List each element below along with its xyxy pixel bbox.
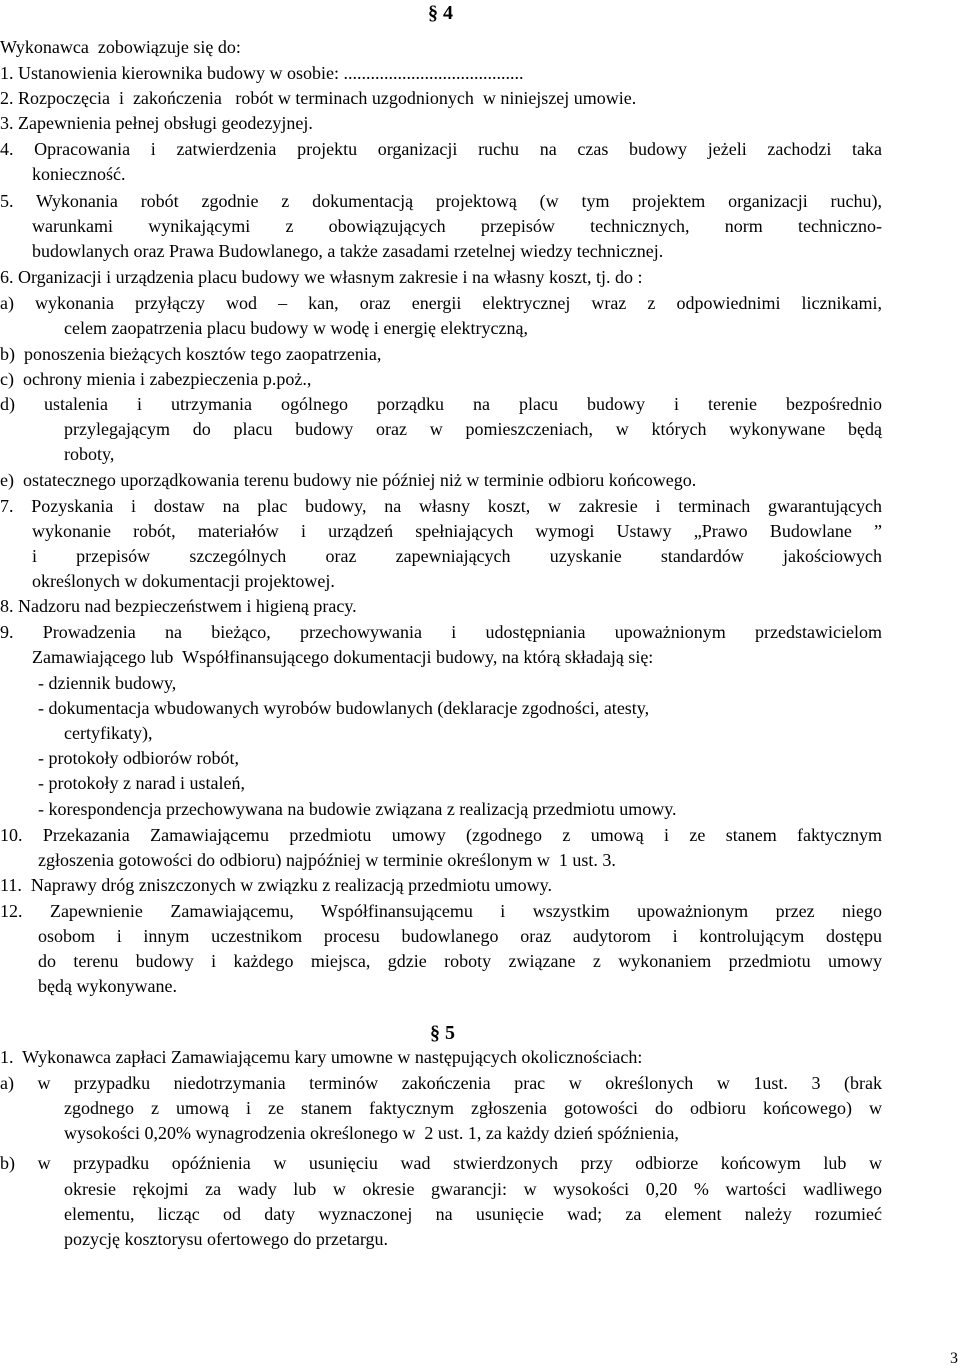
text-line: b) ponoszenia bieżących kosztów tego zaopatrzenia, (0, 344, 382, 364)
text-line: 1. Wykonawca zapłaci Zamawiającemu kary umowne w następujących okolicznościach: (0, 1047, 643, 1067)
text-line: elementu, licząc od daty wyznaczonej na usunięcie wad; za element należy rozumieć (64, 1204, 882, 1224)
text-line: - dokumentacja wbudowanych wyrobów budowlanych (deklaracje zgodności, atesty, (38, 698, 650, 718)
text-line: - protokoły z narad i ustaleń, (38, 773, 245, 793)
text-line: Wykonawca zobowiązuje się do: (0, 37, 241, 57)
text-line: określonych w dokumentacji projektowej. (32, 571, 335, 591)
text-line: wysokości 0,20% wynagrodzenia określonego w 2 ust. 1, za każdy dzień spóźnienia, (64, 1123, 679, 1143)
text-line: 9. Prowadzenia na bieżąco, przechowywania i udostępniania upoważnionym przedstawicielom (0, 622, 882, 642)
text-line: 11. Naprawy dróg zniszczonych w związku z realizacją przedmiotu umowy. (0, 875, 552, 895)
text-line: certyfikaty), (64, 723, 153, 743)
text-line: d) ustalenia i utrzymania ogólnego porządku na placu budowy i terenie bezpośrednio (0, 394, 882, 414)
text-line: i przepisów szczególnych oraz zapewniających uzyskanie standardów jakościowych (32, 546, 882, 566)
text-line: 1. Ustanowienia kierownika budowy w osobie: ........................................ (0, 63, 524, 83)
page-number: 3 (950, 1350, 958, 1367)
text-line: konieczność. (32, 164, 126, 184)
text-line: 5. Wykonania robót zgodnie z dokumentacją projektową (w tym projektem organizacji ruchu), (0, 191, 882, 211)
text-line: - protokoły odbiorów robót, (38, 748, 239, 768)
text-line: b) w przypadku opóźnienia w usunięciu wad stwierdzonych przy odbiorze końcowym lub w (0, 1153, 882, 1173)
text-line: przylegającym do placu budowy oraz w pomieszczeniach, w których wykonywane będą (64, 419, 882, 439)
text-line: zgłoszenia gotowości do odbioru) najpóźniej w terminie określonym w 1 ust. 3. (38, 850, 616, 870)
text-line: Zamawiającego lub Współfinansującego dokumentacji budowy, na którą składają się: (32, 647, 654, 667)
text-line: 10. Przekazania Zamawiającemu przedmiotu umowy (zgodnego z umową i ze stanem faktycznym (0, 825, 882, 845)
text-line: 3. Zapewnienia pełnej obsługi geodezyjnej. (0, 113, 313, 133)
section-heading-4: § 4 (428, 2, 453, 24)
text-line: okresie rękojmi za wady lub w okresie gwarancji: w wysokości 0,20 % wartości wadliwego (64, 1179, 882, 1199)
text-line: do terenu budowy i każdego miejsca, gdzie roboty związane z wykonaniem przedmiotu umowy (38, 951, 882, 971)
text-line: 12. Zapewnienie Zamawiającemu, Współfinansującemu i wszystkim upoważnionym przez niego (0, 901, 882, 921)
text-line: budowlanych oraz Prawa Budowlanego, a także zasadami rzetelnej wiedzy technicznej. (32, 241, 664, 261)
text-line: c) ochrony mienia i zabezpieczenia p.poż., (0, 369, 312, 389)
text-line: 7. Pozyskania i dostaw na plac budowy, na własny koszt, w zakresie i terminach gwarantujących (0, 496, 882, 516)
text-line: e) ostatecznego uporządkowania terenu budowy nie później niż w terminie odbioru końcowego. (0, 470, 697, 490)
text-line: - korespondencja przechowywana na budowie związana z realizacją przedmiotu umowy. (38, 799, 677, 819)
text-line: celem zaopatrzenia placu budowy w wodę i energię elektryczną, (64, 318, 528, 338)
text-line: - dziennik budowy, (38, 673, 177, 693)
text-line: będą wykonywane. (38, 976, 177, 996)
text-line: a) w przypadku niedotrzymania terminów zakończenia prac w określonych w 1ust. 3 (brak (0, 1073, 882, 1093)
text-line: warunkami wynikającymi z obowiązujących przepisów technicznych, norm techniczno- (32, 216, 882, 236)
text-line: a) wykonania przyłączy wod – kan, oraz energii elektrycznej wraz z odpowiednimi licznikami, (0, 293, 882, 313)
text-line: osobom i innym uczestnikom procesu budowlanego oraz audytorom i kontrolującym dostępu (38, 926, 882, 946)
text-line: wykonanie robót, materiałów i urządzeń spełniających wymogi Ustawy „Prawo Budowlane ” (32, 521, 882, 541)
text-line: zgodnego z umową i ze stanem faktycznym zgłoszenia gotowości do odbioru końcowego) w (64, 1098, 882, 1118)
text-line: 4. Opracowania i zatwierdzenia projektu organizacji ruchu na czas budowy jeżeli zachodzi taka (0, 139, 882, 159)
text-line: 2. Rozpoczęcia i zakończenia robót w terminach uzgodnionych w niniejszej umowie. (0, 88, 637, 108)
text-line: 8. Nadzoru nad bezpieczeństwem i higieną pracy. (0, 596, 357, 616)
text-line: 6. Organizacji i urządzenia placu budowy we własnym zakresie i na własny koszt, tj. do : (0, 267, 643, 287)
text-line: pozycję kosztorysu ofertowego do przetargu. (64, 1229, 389, 1249)
text-line: roboty, (64, 444, 115, 464)
section-heading-5: § 5 (430, 1022, 455, 1044)
